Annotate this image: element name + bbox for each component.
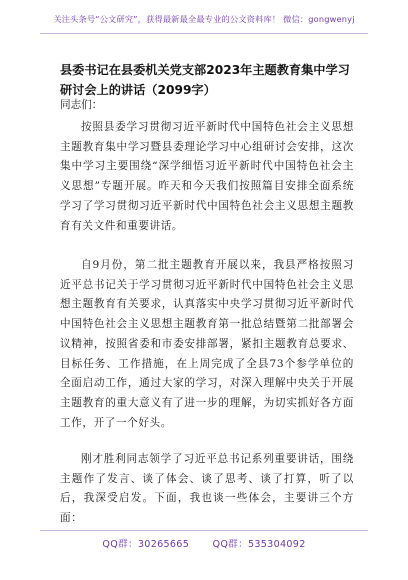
document-title: 县委书记在县委机关党支部2023年主题教育集中学习研讨会上的讲话（2099字） xyxy=(60,63,350,97)
paragraph-2: 自9月份，第二批主题教育开展以来，我县严格按照习近平总书记关于学习贯彻习近平新时代中国特色社会主义思想主题教育有关要求，认真落实中央学习贯彻习近平新时代中国特色社会主义思想主题教育第一批总结暨第二批部署会议精神，按照省委和市委安排部署，紧扣主题教育总要求、目标任务、工作措施，在上周完成了全县73个参学单位的全面启动工作，通过大家的学习，对深入理解中央关于开展主题教育的重大意义有了进一步的理解，为切实抓好各方面工作，开了一个好头。 xyxy=(60,259,354,429)
header-divider xyxy=(40,33,368,34)
paragraph-3: 刚才胜利同志领学了习近平总书记系列重要讲话，围绕主题作了发言、谈了体会、谈了思考、谈了打算，听了以后，我深受启发。下面，我也谈一些体会，主要讲三个方面： xyxy=(60,453,354,525)
footer-qq-group-2: QQ群：535304092 xyxy=(212,539,306,550)
footer-qq-group-1: QQ群：30265665 xyxy=(102,539,190,550)
salutation: 同志们： xyxy=(60,99,103,111)
paragraph-1: 按照县委学习贯彻习近平新时代中国特色社会主义思想主题教育集中学习暨县委理论学习中心组研讨会安排，这次集中学习主要围绕“深学细悟习近平新时代中国特色社会主义思想”专题开展。昨天和今天我们按照篇目安排全面系统学习了学习贯彻习近平新时代中国特色社会主义思想主题教育有关文件和重要讲话。 xyxy=(60,121,354,232)
footer xyxy=(0,536,408,550)
header-banner: 关注头条号“公文研究”，获得最新最全最专业的公文资料库！ 微信：gongwenyj xyxy=(53,14,355,24)
footer-divider xyxy=(40,530,368,531)
